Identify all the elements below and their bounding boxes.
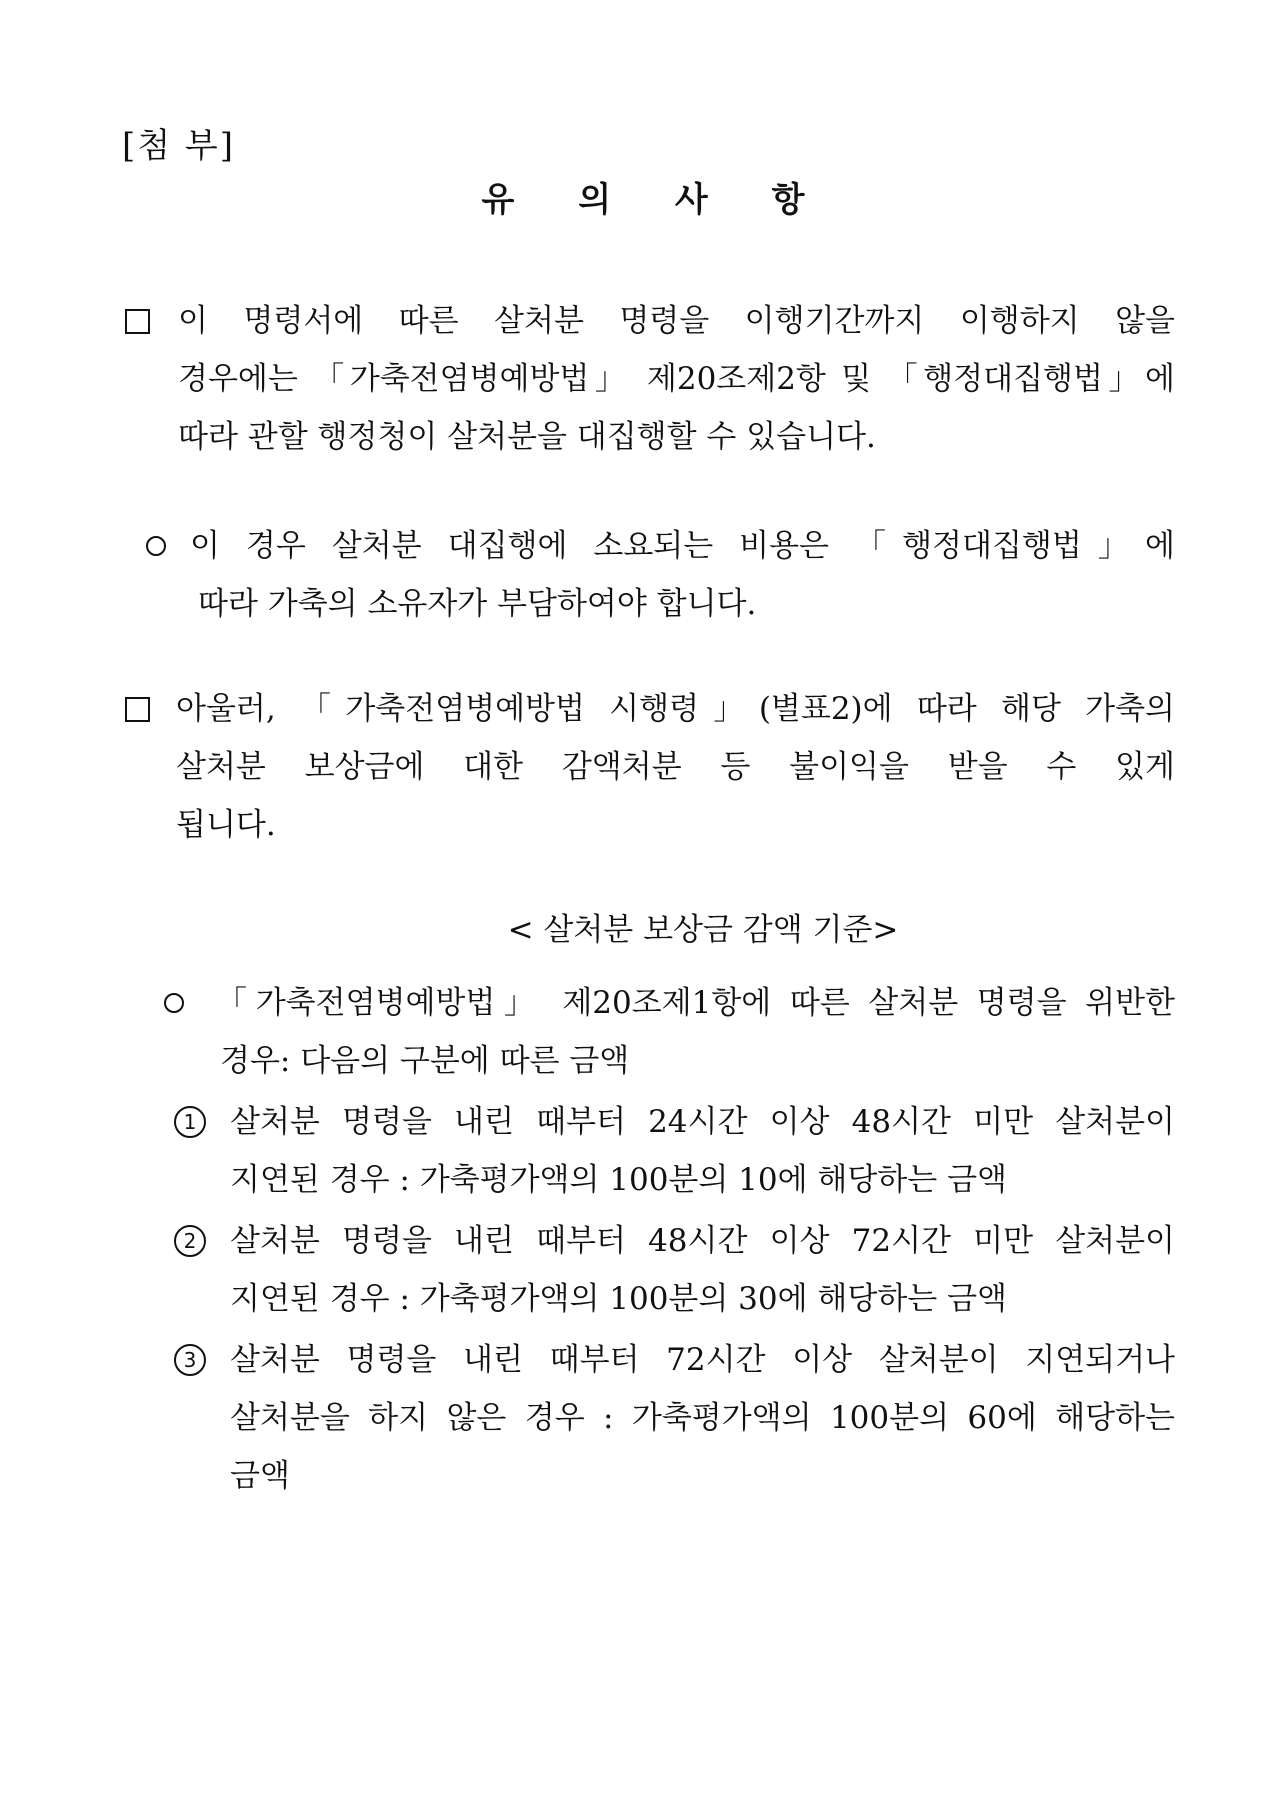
criteria-item-1 [120,1093,1175,1209]
notice-2-line: 됩니다. [176,807,276,843]
notice-1-line: 따라 관할 행정청이 살처분을 대집행할 수 있습니다. [178,419,876,455]
criteria-item-line: 지연된 경우 : 가축평가액의 100분의 30에 해당하는 금액 [230,1281,1007,1317]
circle-bullet-icon [146,536,166,556]
criteria-intro-body [120,974,1175,1090]
criteria-item-body [120,1331,1175,1505]
criteria-item-line: 금액 [230,1458,290,1494]
checkbox-icon [125,697,150,722]
attachment-label: [첨 부] [122,126,236,166]
criteria-heading: < 살처분 보상금 감액 기준> [507,912,899,948]
criteria-item-line: 살처분 명령을 내린 때부터 72시간 이상 살처분이 지연되거나 [230,1342,1175,1378]
criteria-intro-line: 「가축전염병예방법」 제20조제1항에 따른 살처분 명령을 위반한 [216,985,1175,1021]
circle-bullet-icon [164,993,184,1013]
notice-1-line: 이 명령서에 따른 살처분 명령을 이행기간까지 이행하지 않을 [178,303,1175,339]
criteria-item-body [120,1093,1175,1209]
notice-1 [120,292,1175,466]
document-title: 유 의 사 항 [481,180,831,220]
criteria-item-2 [120,1212,1175,1328]
notice-2-line: 아울러, 「가축전염병예방법 시행령」(별표2)에 따라 해당 가축의 [176,691,1175,727]
criteria-item-3 [120,1331,1175,1505]
notice-1-sub-body [120,517,1175,633]
circled-number-icon: 2 [174,1225,206,1257]
circled-number-icon: 3 [174,1344,206,1376]
notice-2-line: 살처분 보상금에 대한 감액처분 등 불이익을 받을 수 있게 [176,749,1175,785]
notice-1-line: 경우에는 「가축전염병예방법」 제20조제2항 및 「행정대집행법」에 [178,361,1175,397]
criteria-item-line: 지연된 경우 : 가축평가액의 100분의 10에 해당하는 금액 [230,1162,1007,1198]
notice-2-body [120,680,1175,854]
criteria-item-body [120,1212,1175,1328]
checkbox-icon [125,309,150,334]
circled-number-icon: 1 [174,1106,206,1138]
notice-1-body [120,292,1175,466]
notice-1-sub-line: 이 경우 살처분 대집행에 소요되는 비용은 「행정대집행법」에 [190,528,1175,564]
criteria-item-line: 살처분 명령을 내린 때부터 48시간 이상 72시간 미만 살처분이 [230,1223,1175,1259]
notice-1-sub [120,517,1175,633]
criteria-intro-line: 경우: 다음의 구분에 따른 금액 [220,1043,630,1079]
criteria-intro [120,974,1175,1090]
criteria-item-line: 살처분 명령을 내린 때부터 24시간 이상 48시간 미만 살처분이 [230,1104,1175,1140]
notice-2 [120,680,1175,854]
criteria-item-line: 살처분을 하지 않은 경우 : 가축평가액의 100분의 60에 해당하는 [230,1400,1175,1436]
notice-1-sub-line: 따라 가축의 소유자가 부담하여야 합니다. [198,586,757,622]
